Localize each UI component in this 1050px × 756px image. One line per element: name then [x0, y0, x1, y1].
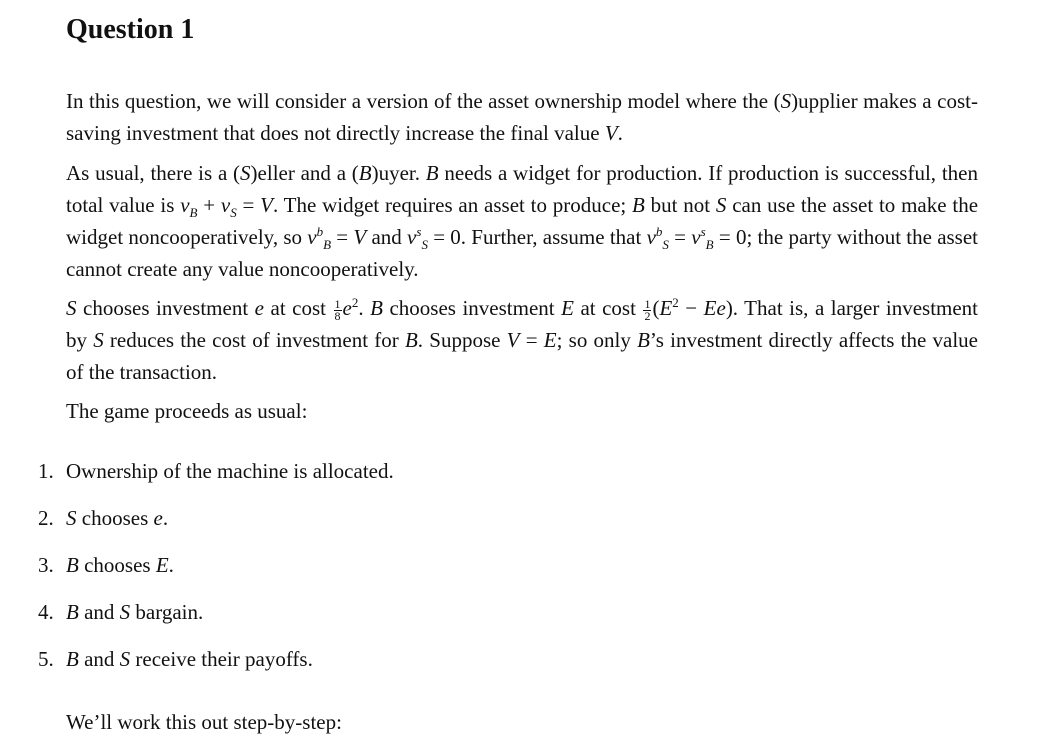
intro-paragraph: In this question, we will consider a version of the asset ownership model where the (S)upplier makes a cost-saving investment that does not directly increase the final value V. [66, 89, 978, 145]
fraction-one-half: $\frac{1}{2}$ [644, 296, 651, 323]
list-item: 3. B chooses E. [38, 553, 174, 577]
investment-paragraph: S chooses investment e at cost $\frac{1}{8}$ $e^2$. B chooses investment E at cost $\frac{1}{2}$ $(E^2 - Ee)$. That is, a larger investment by S reduces the cost of investment for B. Suppose V = E; so only B’s investment directly affects the value of the transaction. [66, 295, 979, 384]
list-item: 2. S chooses e. [38, 506, 169, 530]
list-item: 5. B and S receive their payoffs. [38, 647, 313, 671]
setup-paragraph: As usual, there is a (S)eller and a (B)uyer. B needs a widget for production. If production is successful, then total value is $v_B + v_S = V$. The widget requires an asset to produce; B but not S can use the asset to make the widget noncooperatively, so $v^b_B = V$ and $v^s_S = 0$. Further, assume that $v^b_S = v^s_B = 0$; the party without the asset cannot create any value noncooperatively. [66, 161, 979, 281]
page-title: Question 1 [66, 14, 195, 45]
game-steps-list [38, 455, 394, 690]
closing-text: We’ll work this out step-by-step: [66, 710, 342, 734]
proceeds-text: The game proceeds as usual: [66, 399, 308, 423]
list-item: 4. B and S bargain. [38, 600, 204, 624]
list-item: 1. Ownership of the machine is allocated. [38, 459, 394, 483]
fraction-one-eighth: $\frac{1}{8}$ [334, 296, 341, 323]
